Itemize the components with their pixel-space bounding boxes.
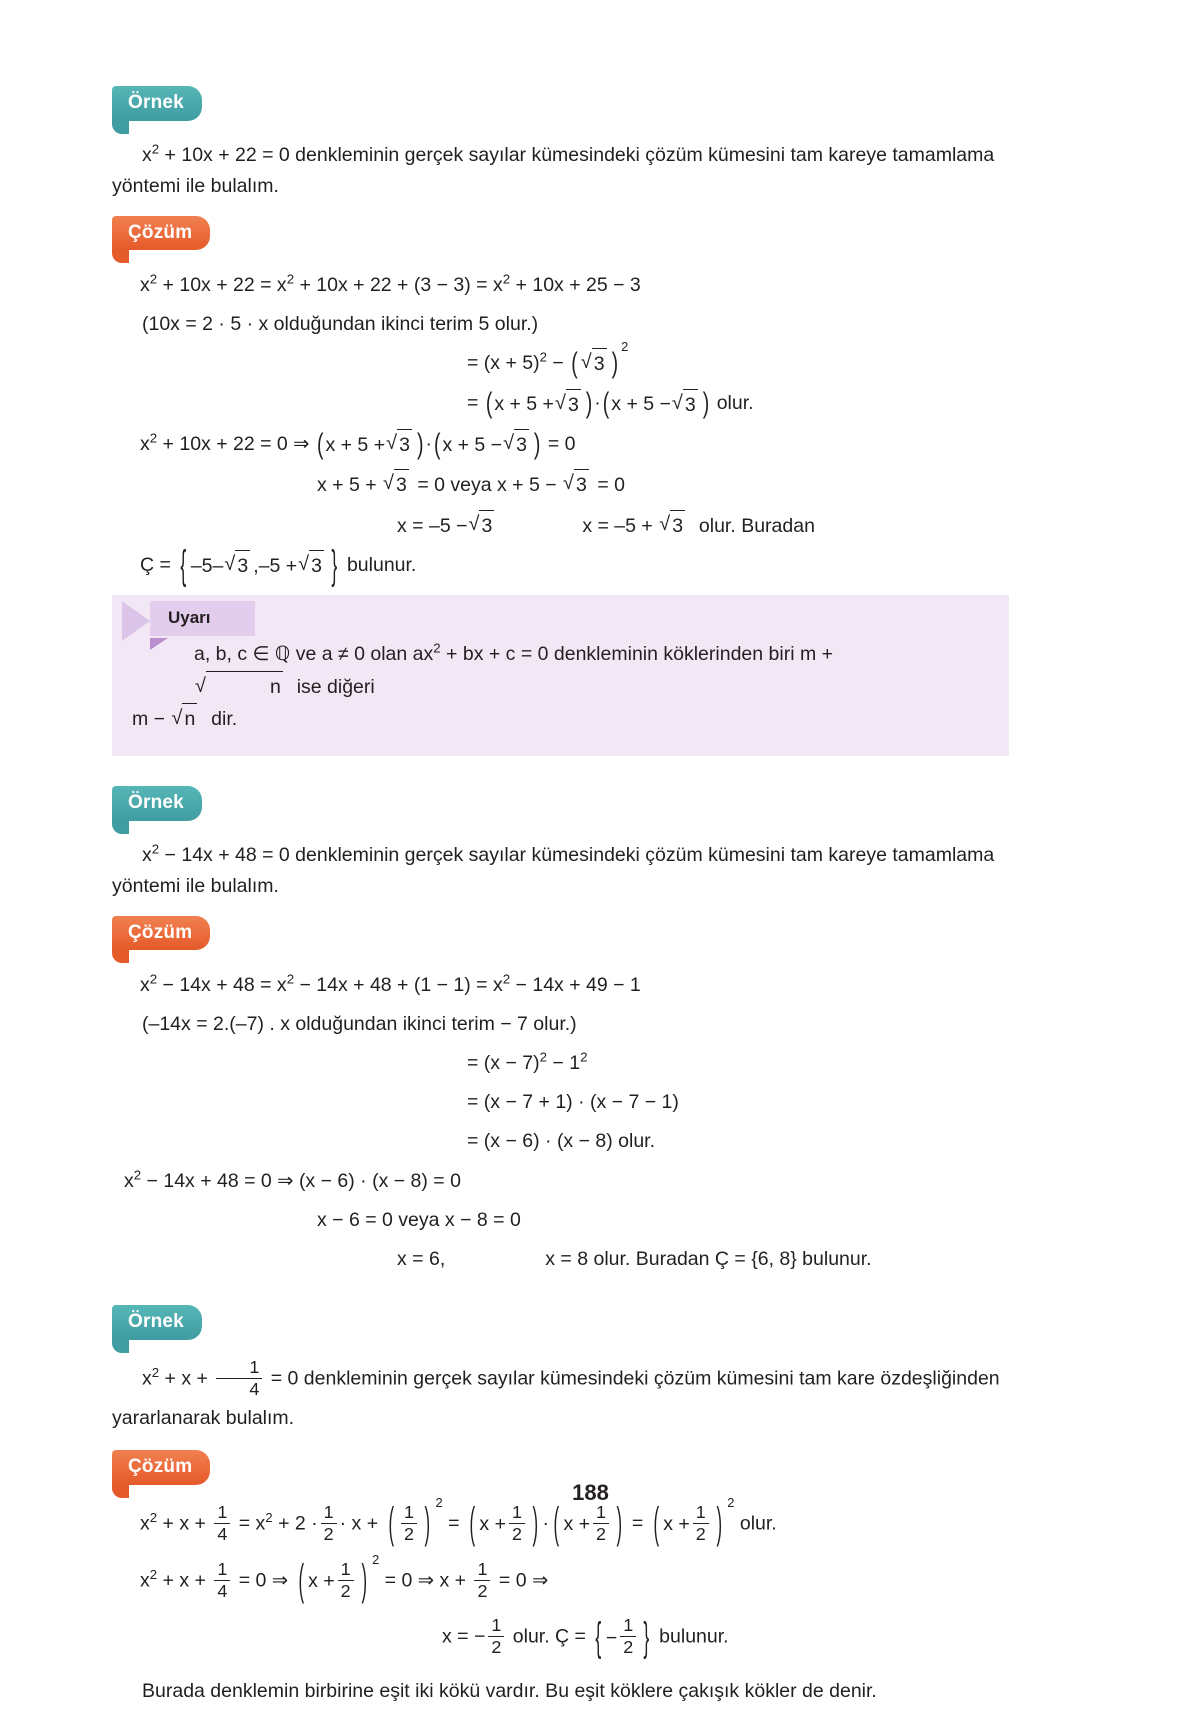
math-line-2-2: (–14x = 2.(–7) . x olduğundan ikinci terim − 7 olur.)	[142, 1012, 577, 1035]
uyari-label: Uyarı	[150, 601, 255, 636]
solution-1-tab-wrapper	[112, 216, 1012, 250]
math-line-2-8: x = 6, x = 8 olur. Buradan Ç = {6, 8} bulunur.	[397, 1248, 872, 1271]
cozum-tab: Çözüm	[112, 216, 210, 251]
math-line-2-1: $x^2 - 14x + 48 = x^2 - 14x + 48 + (1 - 1) = x^2 - 14x + 49 - 1$	[140, 971, 641, 996]
math-line-1-3: = $(x + 5)^2$ − ( √ 3 ) $^2$	[112, 348, 1012, 379]
math-line-1-1: $x^2 + 10x + 22 = x^2 + 10x + 22 + (3 - 3) = x^2 + 10x + 25 - 3$	[140, 271, 641, 296]
math-line-1-6: x + 5 + √ 3 = 0 veya x + 5 − √ 3 = 0	[112, 469, 1012, 500]
superscript: 2	[151, 141, 160, 157]
math-line-2-7: x − 6 = 0 veya x − 8 = 0	[317, 1208, 521, 1231]
math-line-1-4: = ( x + 5 + √ 3 ) · ( x + 5 − √ 3 ) olur.	[112, 388, 1012, 419]
example-3-tab-wrapper	[112, 1305, 1012, 1339]
math-line-2-4: = (x − 7 + 1) · (x − 7 − 1)	[467, 1091, 679, 1114]
cozum-tab: Çözüm	[112, 916, 210, 951]
superscript: 2	[151, 1365, 160, 1381]
math-line-2-6: $x^2 - 14x + 48 = 0$ ⇒ (x − 6) · (x − 8) = 0	[124, 1167, 461, 1192]
math-line-3-2: $x^2 + x$ + $\frac{1}{4}$ = 0 ⇒ ( x + $\frac{1}{2}$ ) $^2$ = 0 ⇒ x + $\frac{1}{2}$ = 0 ⇒	[140, 1551, 549, 1606]
uyari-text-line-2: m − √ n dir.	[132, 703, 989, 736]
solution-3-tab-wrapper	[112, 1450, 1012, 1484]
example-1-prompt: $x^2 + 10x + 22 = 0$ denkleminin gerçek sayılar kümesindeki çözüm kümesini tam kareye tamamlama yöntemi ile bulalım.	[112, 141, 995, 197]
cozum-tab: Çözüm	[112, 1450, 210, 1485]
math-line-1-8: Ç = { –5– √ 3 ,–5 + √ 3 } bulunur.	[112, 550, 1012, 581]
example-1-tab-wrapper	[112, 86, 1012, 120]
example-2-prompt: $x^2 - 14x + 48 = 0$ denkleminin gerçek sayılar kümesindeki çözüm kümesini tam kareye tamamlama yöntemi ile bulalım.	[112, 841, 995, 897]
uyari-box	[112, 595, 1009, 756]
math-line-3-3: x = − $\frac{1}{2}$ olur. Ç = { − $\frac{1}{2}$ } bulunur.	[442, 1614, 729, 1661]
example-3-prompt-text: denkleminin gerçek sayılar kümesindeki çözüm kümesini tam kare özdeşliğinden yararlanarak bulalım.	[112, 1367, 1000, 1430]
ornek-tab: Örnek	[112, 1305, 202, 1340]
uyari-ribbon-fold-icon	[150, 638, 168, 650]
superscript: 2	[151, 841, 160, 857]
math-line-2-3: = $(x - 7)^2 - 1^2$	[467, 1049, 588, 1075]
example-3-prompt: $x^2 + x$ + $\frac{1}{4}$ = 0 denkleminin gerçek sayılar kümesindeki çözüm kümesini tam kare özdeşliğinden yararlanarak bulalım.	[112, 1357, 1000, 1430]
solution-2-tab-wrapper	[112, 916, 1012, 950]
page-number: 188	[572, 1480, 609, 1505]
uyari-ribbon-tail-icon	[122, 601, 150, 641]
uyari-text-line-1: a, b, c ∈ ℚ ve a ≠ 0 olan $ax^2$ + bx + c = 0 denkleminin köklerinden biri m + √ n ise diğeri	[132, 639, 989, 703]
ornek-tab: Örnek	[112, 786, 202, 821]
example-1-prompt-text: + 10x + 22 = 0 denkleminin gerçek sayılar kümesindeki çözüm kümesini tam kareye tamamlama yöntemi ile bulalım.	[112, 144, 995, 197]
example-2-prompt-text: − 14x + 48 = 0 denkleminin gerçek sayılar kümesindeki çözüm kümesini tam kareye tamamlama yöntemi ile bulalım.	[112, 844, 995, 897]
example-2-tab-wrapper	[112, 786, 1012, 820]
math-line-2-5: = (x − 6) · (x − 8) olur.	[467, 1130, 656, 1153]
fraction-one-quarter: $\frac{1}{4}$	[216, 1358, 262, 1399]
example-3-closing-text: Burada denklemin birbirine eşit iki kökü vardır. Bu eşit köklere çakışık kökler de denir.	[142, 1680, 877, 1703]
math-line-1-5: $x^2 + 10x + 22 = 0$ ⇒ ( x + 5 + √ 3 ) · ( x + 5 − √ 3 ) = 0	[112, 429, 1012, 460]
math-line-1-7: x = –5 − √ 3 x = –5 + √ 3 olur. Buradan	[112, 510, 1012, 541]
math-line-3-1: $x^2 + x$ + $\frac{1}{4}$ = $x^2 + 2$ · $\frac{1}{2}$ · x + ( $\frac{1}{2}$ ) $^2$ = ( x + $\frac{1}{2}$ ) · ( x + $\frac{1}{2}$ ) = ( x + $\frac{1}{2}$ ) $^2$ olur.	[140, 1495, 777, 1549]
math-line-1-2: (10x = 2 · 5 · x olduğundan ikinci terim 5 olur.)	[142, 312, 539, 335]
page-content	[112, 86, 1012, 1711]
ornek-tab: Örnek	[112, 86, 202, 121]
